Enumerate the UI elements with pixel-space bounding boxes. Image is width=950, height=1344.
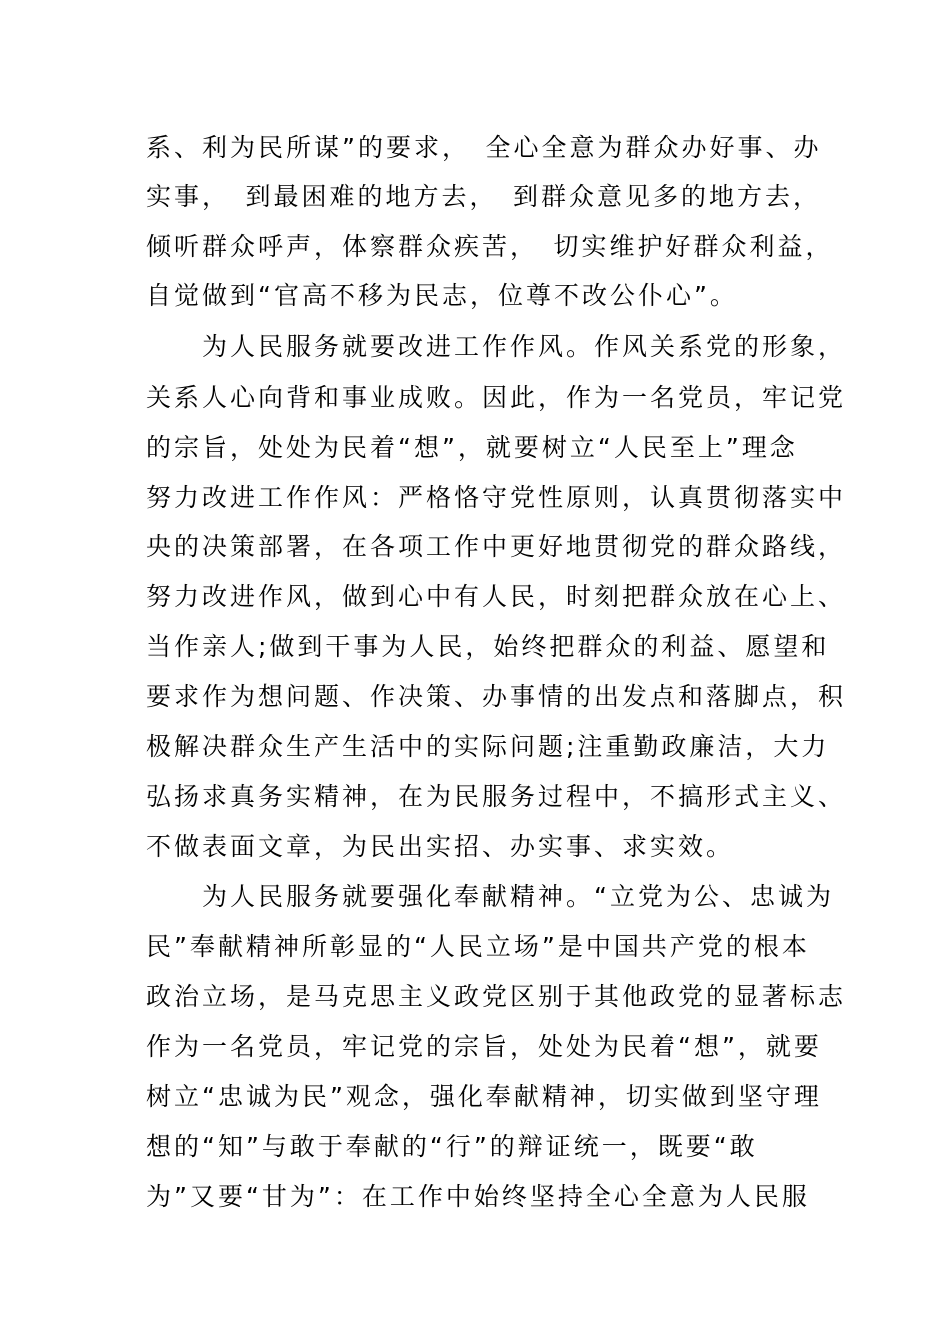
text-line: 作为一名党员，牢记党的宗旨，处处为民着“想”，就要	[146, 1032, 822, 1061]
text-line: 努力改进作风，做到心中有人民，时刻把群众放在心上、	[146, 582, 847, 611]
text-line: 为”又要“甘为”：在工作中始终坚持全心全意为人民服	[146, 1182, 810, 1211]
text-line: 极解决群众生产生活中的实际问题;注重勤政廉洁，大力	[146, 732, 830, 761]
text-line: 为人民服务就要改进工作作风。作风关系党的形象，	[146, 332, 847, 361]
text-line: 倾听群众呼声，体察群众疾苦， 切实维护好群众利益，	[146, 232, 834, 261]
text-line: 努力改进工作作风：严格恪守党性原则，认真贯彻落实中	[146, 483, 847, 512]
text-line: 自觉做到“官高不移为民志，位尊不改公仆心”。	[146, 281, 738, 310]
text-line: 不做表面文章，为民出实招、办实事、求实效。	[146, 832, 735, 861]
text-line: 想的“知”与敢于奉献的“行”的辩证统一，既要“敢	[146, 1132, 758, 1161]
text-line: 系、利为民所谋”的要求， 全心全意为群众办好事、办	[146, 133, 822, 162]
text-line: 弘扬求真务实精神，在为民服务过程中，不搞形式主义、	[146, 782, 847, 811]
text-line: 实事， 到最困难的地方去， 到群众意见多的地方去，	[146, 182, 822, 211]
text-line: 当作亲人;做到干事为人民，始终把群众的利益、愿望和	[146, 632, 830, 661]
text-line: 关系人心向背和事业成败。因此，作为一名党员，牢记党	[146, 383, 847, 412]
text-line: 为人民服务就要强化奉献精神。“立党为公、忠诚为	[146, 882, 834, 911]
text-line: 民”奉献精神所彰显的“人民立场”是中国共产党的根本	[146, 932, 810, 961]
text-line: 树立“忠诚为民”观念，强化奉献精神，切实做到坚守理	[146, 1082, 822, 1111]
text-line: 的宗旨，处处为民着“想”，就要树立“人民至上”理念	[146, 433, 798, 462]
text-line: 央的决策部署，在各项工作中更好地贯彻党的群众路线，	[146, 532, 847, 561]
text-line: 政治立场，是马克思主义政党区别于其他政党的显著标志	[146, 982, 847, 1011]
text-line: 要求作为想问题、作决策、办事情的出发点和落脚点，积	[146, 682, 847, 711]
